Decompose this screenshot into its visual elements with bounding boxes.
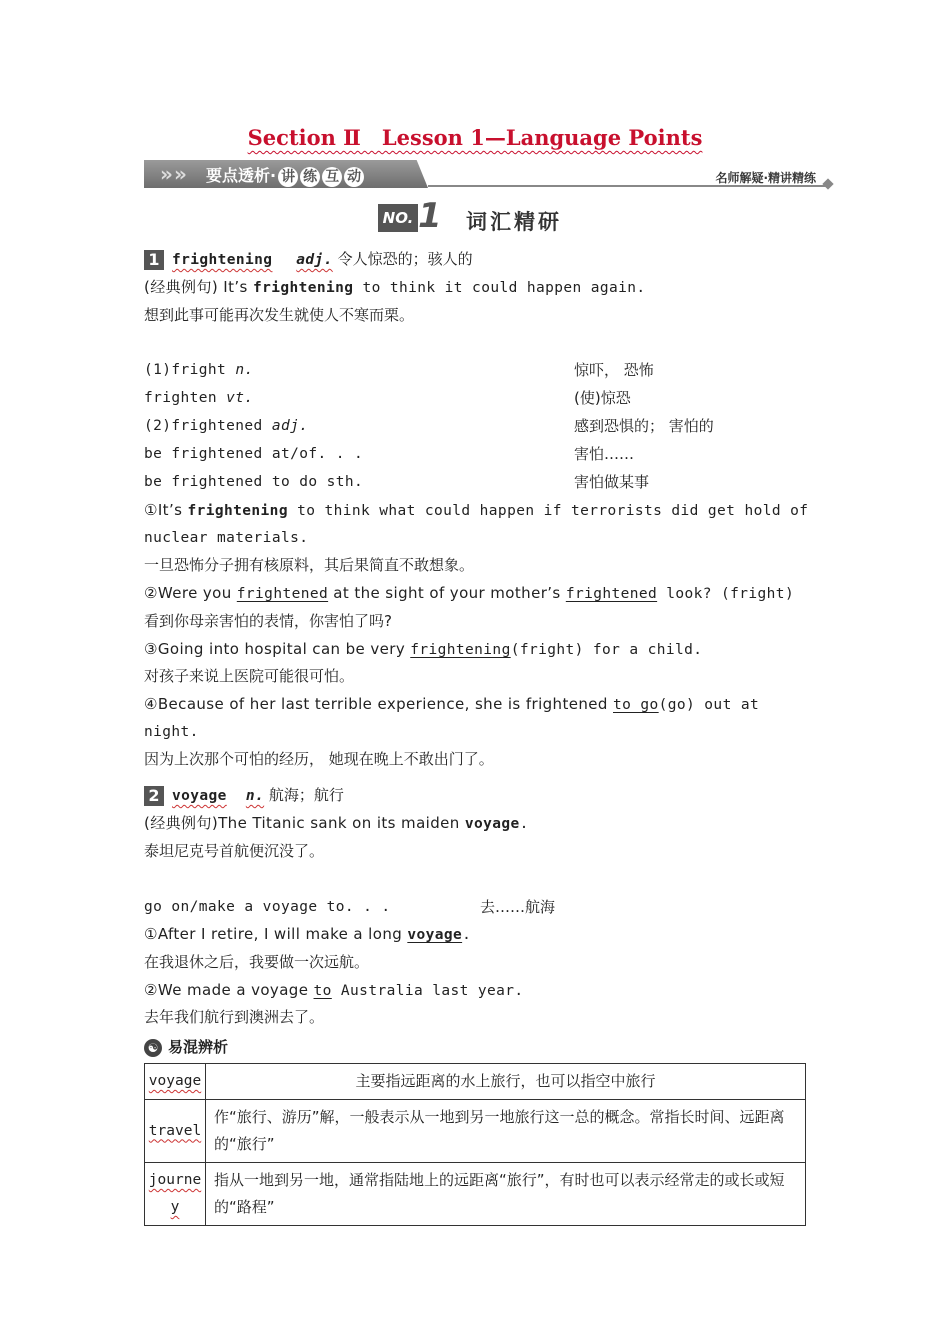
- table-cell-desc: 指从一地到另一地，通常指陆地上的远距离“旅行”，有时也可以表示经常走的或长或短的“路程”: [206, 1163, 806, 1226]
- word-form: (1)fright n.: [144, 362, 254, 378]
- section-number: NO. 1: [378, 200, 440, 234]
- headword: voyage: [172, 788, 227, 804]
- comparison-heading: ☯ 易混辨析: [144, 1035, 228, 1059]
- exercise-sentence: ②Were you frightened at the sight of your mother’s frightened look? (fright): [144, 584, 795, 602]
- table-row: [145, 1163, 806, 1226]
- phrase: go on/make a voyage to. . .: [144, 899, 391, 915]
- section-banner: [144, 158, 834, 190]
- word-form: be frightened to do sth.: [144, 474, 364, 490]
- exercise-sentence: ④Because of her last terrible experience, she is frightened to go(go) out at: [144, 695, 760, 713]
- yin-yang-icon: ☯: [144, 1039, 162, 1057]
- headword: frightening: [172, 252, 273, 268]
- exercise-sentence: ②We made a voyage to Australia last year.: [144, 981, 524, 999]
- exercise-translation: 去年我们航行到澳洲去了。: [144, 1008, 325, 1026]
- example-sentence: (经典例句) It’s frightening to think it could happen again.: [144, 278, 646, 296]
- page-title: Section Ⅱ Lesson 1—Language Points: [247, 125, 703, 150]
- word-form: (2)frightened adj.: [144, 418, 309, 434]
- exercise-translation: 一旦恐怖分子拥有核原料，其后果简直不敢想象。: [144, 556, 475, 574]
- diamond-icon: [822, 178, 833, 189]
- word-form-meaning: 害怕做某事: [574, 473, 650, 491]
- word-form: frighten vt.: [144, 390, 254, 406]
- section-title: 词汇精研: [466, 210, 562, 234]
- entry-number-badge: 2: [144, 786, 164, 806]
- exercise-translation: 因为上次那个可怕的经历， 她现在晚上不敢出门了。: [144, 750, 494, 768]
- table-cell-word: journey: [145, 1163, 206, 1226]
- exercise-sentence-cont: nuclear materials.: [144, 530, 309, 546]
- exercise-sentence: ①It’s frightening to think what could happen if terrorists did get hold of: [144, 501, 809, 519]
- example-sentence: (经典例句)The Titanic sank on its maiden voyage.: [144, 814, 529, 832]
- chevron-icon: »: [160, 162, 173, 186]
- word-form-meaning: 感到恐惧的； 害怕的: [574, 417, 714, 435]
- exercise-translation: 对孩子来说上医院可能很可怕。: [144, 667, 355, 685]
- chevron-icon: »: [174, 162, 187, 186]
- exercise-translation: 看到你母亲害怕的表情，你害怕了吗?: [144, 612, 392, 630]
- example-translation: 想到此事可能再次发生就使人不寒而栗。: [144, 306, 415, 324]
- word-form-meaning: (使)惊恐: [574, 389, 631, 407]
- entry-number-badge: 1: [144, 250, 164, 270]
- table-cell-word: voyage: [145, 1064, 206, 1100]
- word-form: be frightened at/of. . .: [144, 446, 364, 462]
- entry-2-header: 2 voyage n. 航海；航行: [144, 783, 344, 807]
- table-row: [145, 1064, 806, 1100]
- table-cell-desc: 主要指远距离的水上旅行，也可以指空中旅行: [206, 1064, 806, 1100]
- entry-1-header: 1 frightening adj. 令人惊恐的；骇人的: [144, 247, 473, 271]
- table-cell-desc: 作“旅行、游历”解，一般表示从一地到另一地旅行这一总的概念。常指长时间、远距离的“旅行”: [206, 1100, 806, 1163]
- comparison-table: [144, 1063, 806, 1226]
- phrase-meaning: 去……航海: [480, 898, 556, 916]
- exercise-sentence-cont: night.: [144, 724, 199, 740]
- word-form-meaning: 惊吓， 恐怖: [574, 361, 654, 379]
- exercise-translation: 在我退休之后，我要做一次远航。: [144, 953, 370, 971]
- exercise-sentence: ①After I retire, I will make a long voyage.: [144, 925, 472, 943]
- word-form-meaning: 害怕……: [574, 445, 635, 463]
- table-cell-word: travel: [145, 1100, 206, 1163]
- banner-subtitle: 名师解疑·精讲精练: [715, 171, 816, 185]
- example-translation: 泰坦尼克号首航便沉没了。: [144, 842, 325, 860]
- table-row: [145, 1100, 806, 1163]
- exercise-sentence: ③Going into hospital can be very frightening(fright) for a child.: [144, 640, 703, 658]
- banner-text: 要点透析· 讲 练 互 动: [206, 163, 364, 187]
